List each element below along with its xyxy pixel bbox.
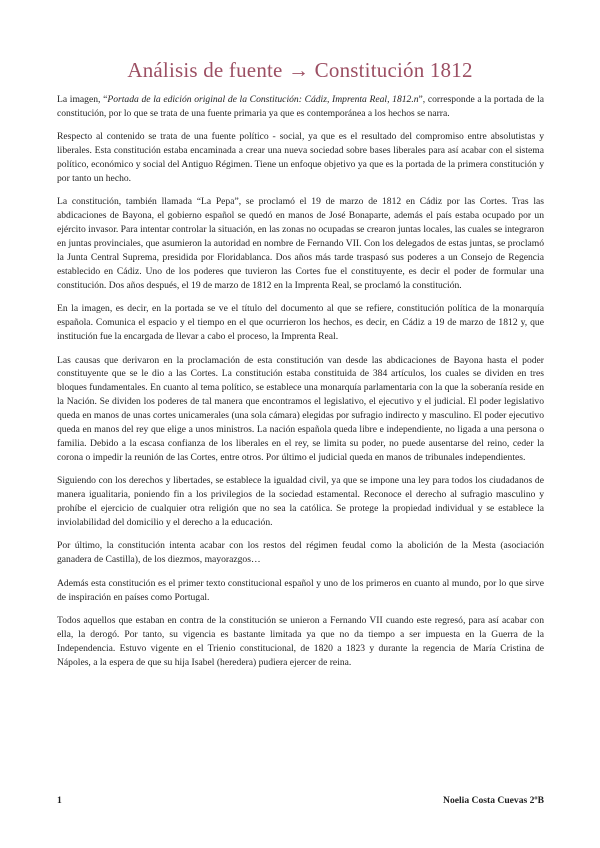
author-name: Noelia Costa Cuevas 2ºB [443, 795, 544, 806]
paragraph-influence: Además esta constitución es el primer texto constitucional español y uno de los primeros en cuanto al mundo, por lo que sirve de inspiración en países como Portugal. [57, 577, 544, 603]
paragraph-intro [57, 93, 544, 121]
paragraph-rights: Siguiendo con los derechos y libertades, se establece la igualdad civil, ya que se impone una ley para todos los ciudadanos de manera igualitaria, poniendo fin a los privilegios de la sociedad estamental. Reconoce el derecho al sufragio masculino y prohíbe el ejercicio de cualquier otra religión que no sea la católica. Se protege la propiedad individual y se establece la inviolabilidad del domicilio y el derecho a la educación. [57, 475, 544, 528]
paragraph-context: La constitución, también llamada “La Pepa”, se proclamó el 19 de marzo de 1812 en Cádiz por las Cortes. Tras las abdicaciones de Bayona, el gobierno español se quedó en manos de José Bonaparte, además el país estaba ocupado por un ejército invasor. Para intentar controlar la situación, en las zonas no ocupadas se crearon juntas locales, las cuales se integraron en juntas provinciales, que asumieron la autoridad en nombre de Fernando VII. Con los delegados de estas juntas, se proclamó la Junta Central Suprema, presidida por Floridablanca. Dos años más tarde traspasó sus poderes a un Consejo de Regencia establecido en Cádiz. Uno de los poderes que tuvieron las Cortes fue el constituyente, es decir el poder de formular una constitución. Dos años después, el 19 de marzo de 1812 en la Imprenta Real, se proclamó la constitución. [57, 196, 544, 291]
paragraph-image: En la imagen, es decir, en la portada se ve el título del documento al que se refiere, constitución política de la monarquía española. Comunica el espacio y el tiempo en el que ocurrieron los hechos, es decir, en Cádiz a 19 de marzo de 1812 y, que institución fue la encargada de llevar a cabo el proceso, la Imprenta Real. [57, 303, 544, 343]
page-title: Análisis de fuente → Constitución 1812 [127, 58, 473, 82]
paragraph-causes: Las causas que derivaron en la proclamación de esta constitución van desde las abdicaciones de Bayona hasta el poder constituyente que se le dio a las Cortes. La constitución estaba constituida de 384 artículos, los cuales se dividen en tres bloques fundamentales. En cuanto al tema político, se establece una monarquía parlamentaria con la que la soberanía reside en la Nación. Se dividen los poderes de tal manera que encontramos el legislativo, el ejecutivo y el judicial. El poder legislativo queda en manos de unas cortes unicamerales (una sola cámara) elegidas por sufragio indirecto y masculino. El poder ejecutivo queda en manos del rey que elige a unos ministros. La nación española queda libre e independiente, no ligada a una persona o familia. Debido a la escasa confianza de los liberales en el rey, se limita su poder, no puede ausentarse del reino, ceder la corona o impedir la reunión de las Cortes, entre otros. Por último el judicial queda en manos de tribunales independientes. [57, 354, 544, 463]
paragraph-feudal: Por último, la constitución intenta acabar con los restos del régimen feudal como la abolición de la Mesta (asociación ganadera de Castilla), de los diezmos, mayorazgos… [57, 540, 544, 566]
paragraph-consequences: Todos aquellos que estaban en contra de la constitución se unieron a Fernando VII cuando este regresó, para así acabar con ella, la derogó. Por tanto, su vigencia es bastante limitada ya que no da tiempo a ser impuesta en la Guerra de la Independencia. Estuvo vigente en el Trienio constitucional, de 1820 a 1823 y durante la regencia de María Cristina de Nápoles, a la espera de que su hija Isabel (heredera) pudiera ejercer de reina. [57, 615, 544, 668]
paragraph-content: Respecto al contenido se trata de una fuente político - social, ya que es el resultado del compromiso entre absolutistas y liberales. Esta constitución estaba encaminada a crear una nueva sociedad sobre bases liberales para así acabar con el sistema político, económico y social del Antiguo Régimen. Tiene un enfoque objetivo ya que es la portada de la primera constitución y por tanto un hecho. [57, 131, 544, 185]
document-body [57, 93, 544, 679]
intro-text-after: ”, corresponde a la portada de la constitución, por lo que se trata de una fuente primaria ya que es contemporánea a los hechos se narra. [57, 94, 545, 119]
page-footer [57, 795, 544, 809]
page-number: 1 [57, 795, 62, 806]
intro-text-before: La imagen, “ [57, 94, 108, 105]
source-citation: Portada de la edición original de la Constitución: Cádiz, Imprenta Real, 1812.n [107, 94, 419, 105]
